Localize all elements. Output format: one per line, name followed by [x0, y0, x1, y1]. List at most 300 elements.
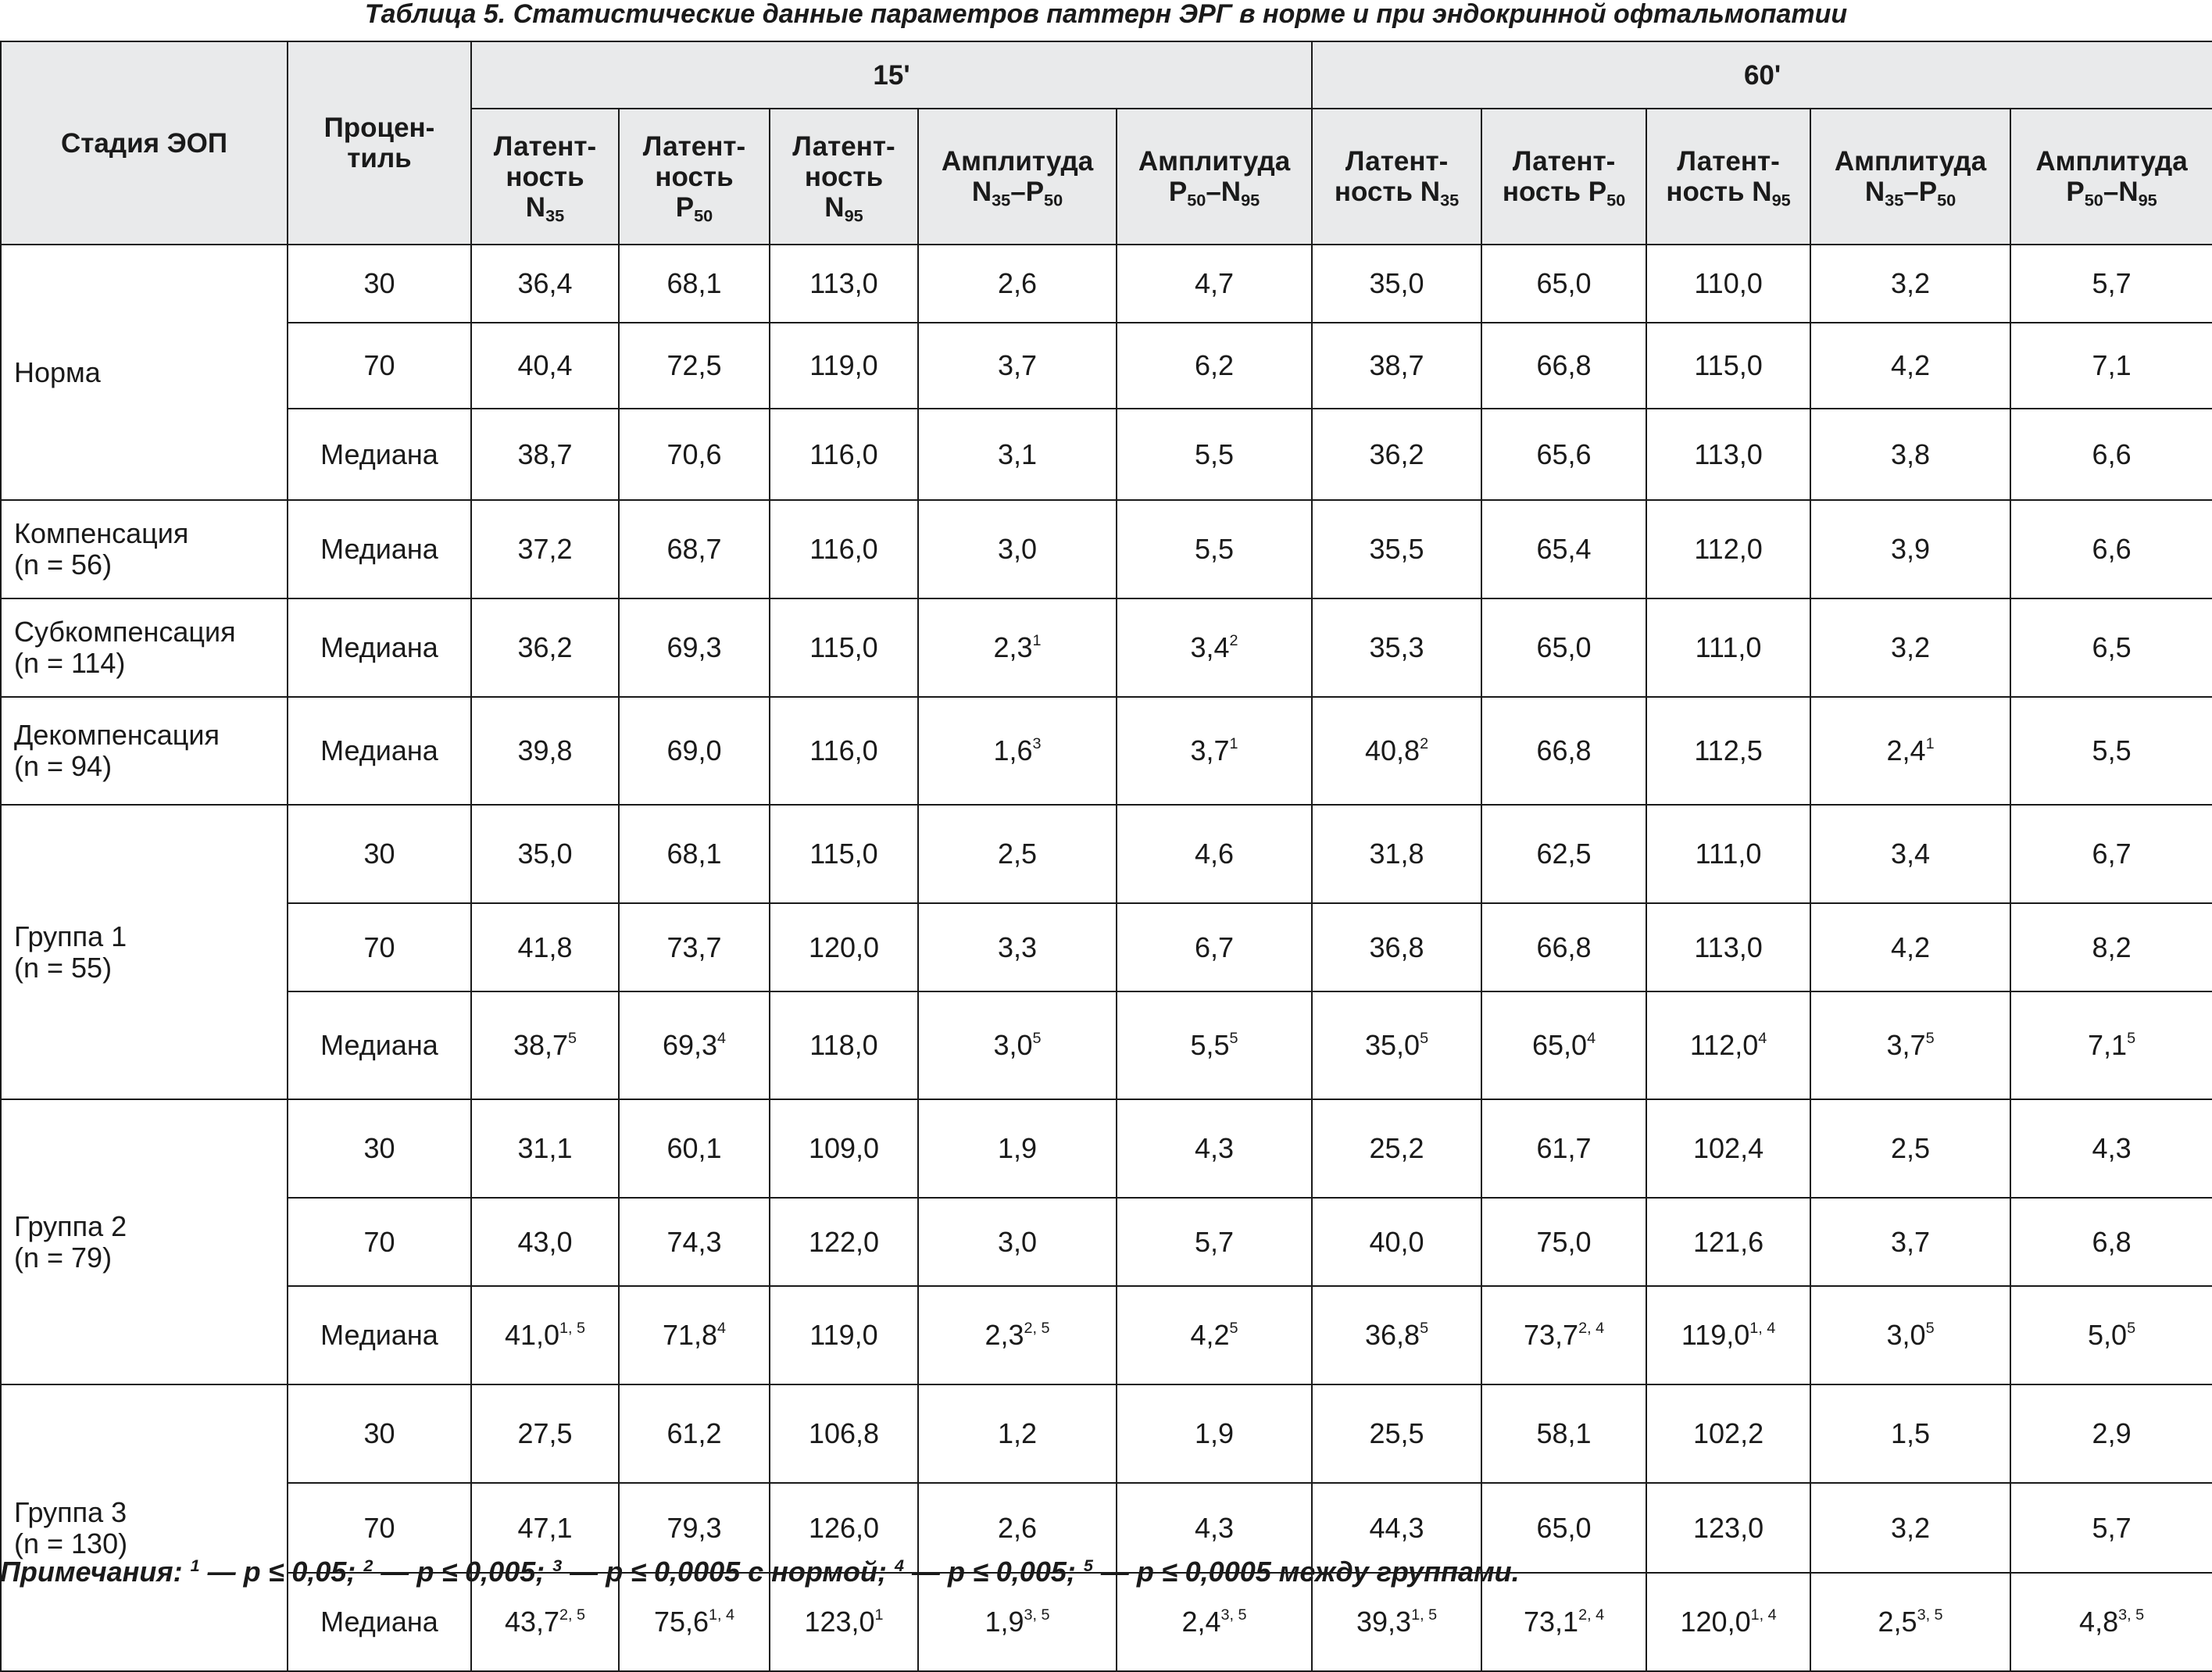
value-cell	[1312, 1099, 1481, 1198]
percentile-cell: 30	[288, 1099, 471, 1198]
value: 6,7	[1195, 931, 1235, 963]
significance-mark: 1, 5	[559, 1320, 586, 1338]
value-cell	[1646, 697, 1810, 805]
value-cell	[619, 1099, 770, 1198]
value: 39,8	[517, 734, 573, 766]
value: 120,0	[1680, 1606, 1751, 1638]
significance-mark: 1, 4	[1749, 1320, 1776, 1338]
value: 36,2	[517, 631, 573, 663]
value-cell	[471, 323, 619, 409]
significance-mark: 4	[717, 1030, 727, 1048]
significance-mark: 5	[2127, 1320, 2136, 1338]
header-dash: –	[1903, 177, 1919, 207]
header-param-b-index: 95	[1241, 190, 1260, 210]
significance-mark: 5	[1925, 1030, 1935, 1048]
footnote-prefix: Примечания:	[0, 1556, 191, 1588]
percentile-cell: 70	[288, 903, 471, 991]
value: 119,0	[809, 349, 878, 381]
header-line2: ность	[804, 161, 884, 192]
value-cell	[619, 598, 770, 697]
header-15-col-3	[770, 109, 918, 245]
value-cell	[1312, 903, 1481, 991]
value-cell	[1312, 500, 1481, 598]
value: 36,8	[1365, 1319, 1420, 1351]
value: 71,8	[662, 1319, 718, 1351]
value-cell	[471, 1198, 619, 1286]
value-cell	[1117, 805, 1312, 903]
percentile-cell: Медиана	[288, 697, 471, 805]
value: 6,2	[1195, 349, 1235, 381]
value: 38,7	[517, 438, 573, 470]
value: 4,2	[1891, 349, 1931, 381]
value: 69,0	[666, 734, 722, 766]
header-line2: ность	[506, 161, 584, 192]
header-15-col-4	[918, 109, 1117, 245]
value: 61,7	[1536, 1132, 1592, 1164]
value-cell	[619, 991, 770, 1099]
header-param-b: P	[1025, 177, 1045, 207]
value: 75,6	[653, 1606, 709, 1638]
percentile-cell: 70	[288, 1483, 471, 1573]
value: 74,3	[666, 1225, 722, 1258]
header-param-a-index: 50	[1187, 190, 1206, 210]
value-cell	[1117, 598, 1312, 697]
table-row	[1, 805, 2212, 903]
value: 6,6	[2092, 438, 2132, 470]
value-cell	[471, 1384, 619, 1483]
value: 2,5	[997, 838, 1038, 870]
value: 3,0	[997, 533, 1038, 565]
value-cell	[1312, 245, 1481, 323]
value-cell	[2010, 1099, 2212, 1198]
value: 35,3	[1369, 631, 1424, 663]
value-cell	[2010, 598, 2212, 697]
footnote-text: — p ≤ 0,005;	[904, 1556, 1084, 1588]
value-cell	[918, 805, 1117, 903]
value: 3,7	[1891, 1225, 1931, 1258]
footnote-text: — p ≤ 0,0005 между группами.	[1092, 1556, 1520, 1588]
value-cell	[1646, 903, 1810, 991]
value: 39,3	[1356, 1606, 1412, 1638]
header-param-b-index: 50	[1044, 190, 1063, 210]
value: 5,5	[1195, 533, 1235, 565]
value: 36,2	[1369, 438, 1424, 470]
header-param-a: N	[971, 177, 992, 207]
header-line1: Амплитуда	[1834, 146, 1987, 177]
significance-mark: 1	[1229, 735, 1238, 753]
value-cell	[1646, 409, 1810, 500]
value: 2,5	[1891, 1132, 1931, 1164]
value: 35,5	[1369, 533, 1424, 565]
value-cell	[1810, 598, 2010, 697]
value-cell	[1117, 697, 1312, 805]
value-cell	[770, 1286, 918, 1384]
value: 115,0	[1694, 349, 1763, 381]
header-percentile-line2: тиль	[347, 143, 412, 173]
table-caption: Таблица 5. Статистические данные параметров паттерн ЭРГ в норме и при эндокринной офтальмопатии	[364, 0, 1848, 29]
significance-mark: 2, 5	[559, 1606, 586, 1624]
value-cell	[1810, 805, 2010, 903]
value-cell	[1810, 1384, 2010, 1483]
value: 2,6	[997, 1511, 1038, 1544]
value-cell	[1117, 1198, 1312, 1286]
value-cell	[1312, 1286, 1481, 1384]
value: 119,0	[1681, 1319, 1750, 1351]
value-cell	[619, 1384, 770, 1483]
header-param-b-index: 50	[1937, 190, 1956, 210]
header-dash: –	[1206, 177, 1221, 207]
table-row	[1, 1286, 2212, 1384]
value: 25,2	[1369, 1132, 1424, 1164]
value: 110,0	[1694, 267, 1763, 299]
value: 5,7	[2092, 1511, 2132, 1544]
value: 73,7	[666, 931, 722, 963]
stage-cell	[1, 697, 288, 805]
value-cell	[1481, 1198, 1646, 1286]
value: 111,0	[1695, 631, 1762, 663]
value-cell	[619, 805, 770, 903]
value: 40,8	[1365, 734, 1420, 766]
value: 73,1	[1524, 1606, 1579, 1638]
table-row	[1, 1198, 2212, 1286]
value-cell	[770, 1099, 918, 1198]
value: 69,3	[662, 1029, 718, 1061]
value-cell	[770, 1384, 918, 1483]
value: 1,5	[1891, 1417, 1931, 1449]
value: 3,0	[1886, 1319, 1926, 1351]
value: 79,3	[666, 1511, 722, 1544]
value: 6,5	[2092, 631, 2132, 663]
value-cell	[1810, 697, 2010, 805]
significance-mark: 3	[1032, 735, 1042, 753]
value: 75,0	[1536, 1225, 1592, 1258]
value-cell	[1117, 323, 1312, 409]
value: 4,7	[1195, 267, 1235, 299]
value-cell	[1117, 903, 1312, 991]
value-cell	[619, 903, 770, 991]
stage-count: (n = 114)	[14, 647, 126, 679]
value: 3,9	[1891, 533, 1931, 565]
header-line1: Латент-	[642, 130, 746, 162]
value-cell	[1646, 598, 1810, 697]
value: 2,4	[1886, 734, 1926, 766]
stage-cell	[1, 805, 288, 1099]
value: 31,1	[517, 1132, 573, 1164]
footnote-mark: 5	[1083, 1556, 1093, 1576]
value-cell	[1810, 1286, 2010, 1384]
header-group-15: 15'	[471, 41, 1312, 109]
value-cell	[918, 903, 1117, 991]
value: 116,0	[809, 438, 878, 470]
value: 68,7	[666, 533, 722, 565]
value: 112,0	[1689, 1029, 1759, 1061]
header-percentile	[288, 41, 471, 245]
value: 4,2	[1190, 1319, 1230, 1351]
value: 5,5	[2092, 734, 2132, 766]
significance-mark: 5	[1032, 1030, 1042, 1048]
value-cell	[1312, 598, 1481, 697]
value: 2,6	[997, 267, 1038, 299]
significance-mark: 1	[874, 1606, 884, 1624]
value-cell	[471, 805, 619, 903]
percentile-cell: 30	[288, 245, 471, 323]
value-cell	[471, 409, 619, 500]
footnote-mark: 1	[190, 1556, 200, 1576]
value-cell	[1810, 245, 2010, 323]
value-cell	[1117, 1099, 1312, 1198]
value: 118,0	[809, 1029, 878, 1061]
significance-mark: 2, 4	[1578, 1606, 1605, 1624]
value: 1,9	[1195, 1417, 1235, 1449]
stage-name: Норма	[14, 355, 101, 388]
value: 4,8	[2079, 1606, 2119, 1638]
value-cell	[471, 903, 619, 991]
value: 43,7	[504, 1606, 560, 1638]
value: 66,8	[1536, 931, 1592, 963]
significance-mark: 2	[1229, 632, 1238, 650]
value-cell	[619, 500, 770, 598]
value: 2,3	[985, 1319, 1024, 1351]
value: 113,0	[1694, 931, 1763, 963]
header-line1: Амплитуда	[1138, 146, 1291, 177]
header-index: 50	[1606, 190, 1626, 210]
percentile-cell: 70	[288, 323, 471, 409]
value: 116,0	[809, 533, 878, 565]
header-line2: ность N	[1334, 177, 1441, 207]
header-60-col-5	[2010, 109, 2212, 245]
value-cell	[770, 245, 918, 323]
table-wrapper	[0, 41, 2212, 1672]
value-cell	[1646, 323, 1810, 409]
value: 6,7	[2092, 838, 2132, 870]
header-line1: Латент-	[792, 130, 895, 162]
table-row	[1, 409, 2212, 500]
significance-mark: 5	[1420, 1320, 1429, 1338]
value: 25,5	[1369, 1417, 1424, 1449]
stage-cell	[1, 500, 288, 598]
value-cell	[918, 1384, 1117, 1483]
value-cell	[1481, 1286, 1646, 1384]
value-cell	[1810, 903, 2010, 991]
value: 65,0	[1536, 1511, 1592, 1544]
header-60-col-3	[1646, 109, 1810, 245]
value: 113,0	[809, 267, 878, 299]
value-cell	[770, 409, 918, 500]
value: 72,5	[666, 349, 722, 381]
header-15-col-2	[619, 109, 770, 245]
header-line1: Амплитуда	[2035, 146, 2188, 177]
value-cell	[770, 323, 918, 409]
stage-name: Группа 3	[14, 1495, 127, 1528]
footnote-mark: 3	[552, 1556, 563, 1576]
percentile-cell: 30	[288, 1384, 471, 1483]
value-cell	[2010, 1384, 2212, 1483]
value-cell	[1481, 697, 1646, 805]
erg-statistics-table	[0, 41, 2212, 1672]
value: 36,8	[1369, 931, 1424, 963]
percentile-cell: Медиана	[288, 500, 471, 598]
value-cell	[1481, 991, 1646, 1099]
header-index: 95	[1771, 190, 1791, 210]
value-cell	[770, 598, 918, 697]
value: 3,2	[1891, 631, 1931, 663]
header-line1: Амплитуда	[941, 146, 1094, 177]
value-cell	[2010, 409, 2212, 500]
value: 123,0	[1693, 1511, 1764, 1544]
stage-count: (n = 56)	[14, 548, 113, 581]
header-60-col-4	[1810, 109, 2010, 245]
stage-cell	[1, 598, 288, 697]
stage-name: Субкомпенсация	[14, 616, 236, 648]
percentile-cell: Медиана	[288, 1286, 471, 1384]
footnote-mark: 2	[363, 1556, 373, 1576]
value-cell	[1312, 805, 1481, 903]
header-line1: Латент-	[1345, 146, 1449, 177]
stage-count: (n = 130)	[14, 1527, 128, 1559]
value: 1,9	[985, 1606, 1024, 1638]
value: 5,5	[1190, 1029, 1230, 1061]
value-cell	[471, 697, 619, 805]
table-row	[1, 245, 2212, 323]
value: 102,2	[1693, 1417, 1764, 1449]
value: 122,0	[808, 1225, 880, 1258]
value: 5,5	[1195, 438, 1235, 470]
value-cell	[1646, 1286, 1810, 1384]
header-percentile-line1: Процен-	[323, 113, 435, 143]
value-cell	[1481, 500, 1646, 598]
header-param-b-index: 95	[2138, 190, 2157, 210]
value: 35,0	[517, 838, 573, 870]
value-cell	[918, 500, 1117, 598]
significance-mark: 5	[1925, 1320, 1935, 1338]
value: 58,1	[1536, 1417, 1592, 1449]
value: 3,2	[1891, 267, 1931, 299]
value: 4,6	[1195, 838, 1235, 870]
value: 38,7	[513, 1029, 569, 1061]
significance-mark: 4	[1758, 1030, 1767, 1048]
header-line2: ность P	[1502, 177, 1607, 207]
value: 65,0	[1536, 267, 1592, 299]
value-cell	[1117, 1286, 1312, 1384]
value-cell	[1810, 500, 2010, 598]
value: 43,0	[517, 1225, 573, 1258]
value: 5,7	[2092, 267, 2132, 299]
value-cell	[619, 1198, 770, 1286]
value-cell	[1117, 1384, 1312, 1483]
value: 1,6	[993, 734, 1033, 766]
value-cell	[918, 409, 1117, 500]
value-cell	[1312, 1384, 1481, 1483]
header-param-a: P	[2066, 177, 2085, 207]
value: 41,0	[504, 1319, 560, 1351]
value: 37,2	[517, 533, 573, 565]
value: 2,9	[2092, 1417, 2132, 1449]
value: 4,3	[1195, 1511, 1235, 1544]
value-cell	[1312, 323, 1481, 409]
value-cell	[1646, 1384, 1810, 1483]
value-cell	[770, 903, 918, 991]
value-cell	[1646, 245, 1810, 323]
significance-mark: 1, 4	[1750, 1606, 1777, 1624]
value-cell	[2010, 991, 2212, 1099]
value: 119,0	[809, 1319, 878, 1351]
header-60-col-1	[1312, 109, 1481, 245]
value-cell	[619, 1286, 770, 1384]
value: 121,6	[1693, 1225, 1764, 1258]
footnote-text: — p ≤ 0,0005 с нормой;	[562, 1556, 895, 1588]
significance-mark: 3, 5	[1917, 1606, 1943, 1624]
value-cell	[1646, 991, 1810, 1099]
stage-count: (n = 55)	[14, 951, 113, 984]
value-cell	[1481, 323, 1646, 409]
value: 3,4	[1190, 631, 1230, 663]
value: 2,4	[1181, 1606, 1221, 1638]
value: 106,8	[808, 1417, 880, 1449]
value: 7,1	[2088, 1029, 2128, 1061]
value-cell	[1481, 805, 1646, 903]
value: 1,9	[997, 1132, 1038, 1164]
value: 5,7	[1195, 1225, 1235, 1258]
value: 109,0	[808, 1132, 880, 1164]
value: 3,4	[1891, 838, 1931, 870]
header-dash: –	[2103, 177, 2119, 207]
value: 115,0	[809, 838, 878, 870]
header-group-60: 60'	[1312, 41, 2212, 109]
value: 8,2	[2092, 931, 2132, 963]
value: 126,0	[808, 1511, 880, 1544]
value-cell	[1117, 245, 1312, 323]
value: 70,6	[666, 438, 722, 470]
value-cell	[1312, 409, 1481, 500]
value-cell	[1810, 323, 2010, 409]
header-line1: Латент-	[1512, 146, 1616, 177]
value: 65,6	[1536, 438, 1592, 470]
value: 68,1	[666, 267, 722, 299]
value: 3,0	[997, 1225, 1038, 1258]
significance-mark: 4	[1587, 1030, 1596, 1048]
header-line3: N	[824, 191, 845, 223]
value: 115,0	[809, 631, 878, 663]
value: 31,8	[1369, 838, 1424, 870]
value-cell	[1810, 409, 2010, 500]
value: 62,5	[1536, 838, 1592, 870]
stage-name: Декомпенсация	[14, 719, 220, 751]
value: 27,5	[517, 1417, 573, 1449]
stage-cell	[1, 1384, 288, 1671]
value-cell	[1646, 1198, 1810, 1286]
value: 6,6	[2092, 533, 2132, 565]
stage-name: Компенсация	[14, 517, 189, 549]
value-cell	[471, 500, 619, 598]
value-cell	[1481, 409, 1646, 500]
value: 111,0	[1695, 838, 1762, 870]
table-row	[1, 1384, 2212, 1483]
value-cell	[619, 409, 770, 500]
value: 3,3	[997, 931, 1038, 963]
value: 65,0	[1532, 1029, 1588, 1061]
value-cell	[1312, 697, 1481, 805]
stage-name: Группа 2	[14, 1209, 127, 1242]
value-cell	[918, 1198, 1117, 1286]
value: 47,1	[517, 1511, 573, 1544]
table-row	[1, 991, 2212, 1099]
header-param-a: P	[1168, 177, 1188, 207]
value-cell	[471, 598, 619, 697]
value: 61,2	[666, 1417, 722, 1449]
value-cell	[2010, 1198, 2212, 1286]
value-cell	[471, 991, 619, 1099]
header-dash: –	[1010, 177, 1026, 207]
